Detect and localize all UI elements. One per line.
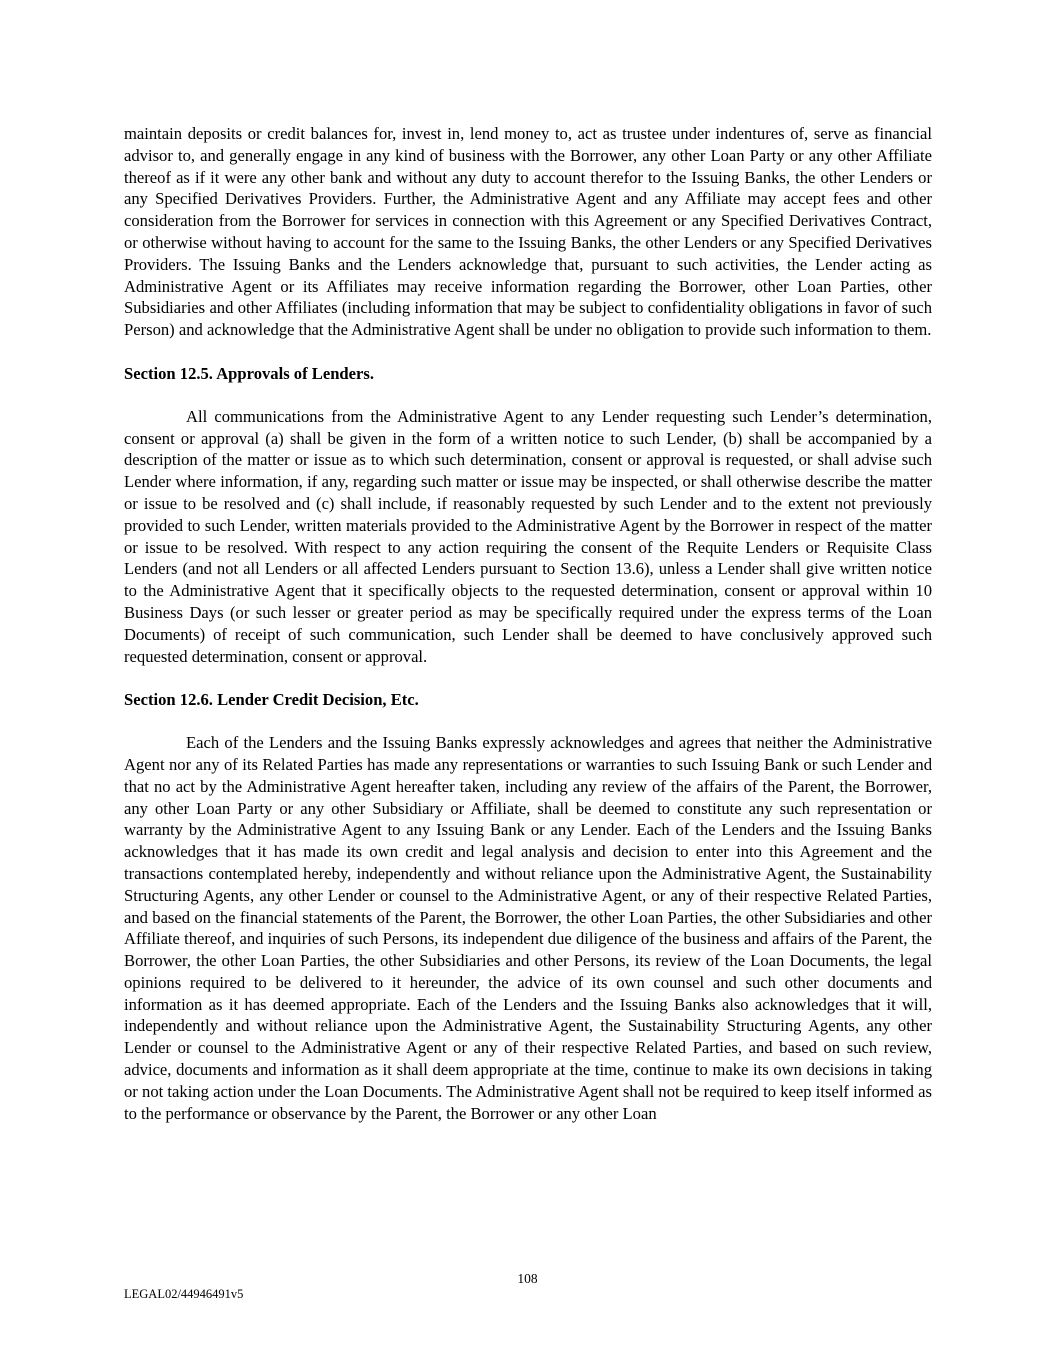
section-12-6-heading: Section 12.6. Lender Credit Decision, Etc.	[124, 690, 419, 710]
intro-paragraph: maintain deposits or credit balances for, invest in, lend money to, act as trustee under indentures of, serve as financial advisor to, and generally engage in any kind of business with the Borrower, any other Loan Party or any other Affiliate thereof as if it were any other bank and without any duty to account therefor to the Issuing Banks, the other Lenders or any Specified Derivatives Providers. Further, the Administrative Agent and any Affiliate may accept fees and other consideration from the Borrower for services in connection with this Agreement or any Specified Derivatives Contract, or otherwise without having to account for the same to the Issuing Banks, the other Lenders or any Specified Derivatives Providers. The Issuing Banks and the Lenders acknowledge that, pursuant to such activities, the Lender acting as Administrative Agent or its Affiliates may receive information regarding the Borrower, other Loan Parties, other Subsidiaries and other Affiliates (including information that may be subject to confidentiality obligations in favor of such Person) and acknowledge that the Administrative Agent shall be under no obligation to provide such information to them.	[124, 124, 932, 340]
section-12-5-paragraph: All communications from the Administrative Agent to any Lender requesting such Lender’s determination, consent or approval (a) shall be given in the form of a written notice to such Lender, (b) shall be accompanied by a description of the matter or issue as to which such determination, consent or approval is requested, or shall advise such Lender where information, if any, regarding such matter or issue may be inspected, or shall otherwise describe the matter or issue to be resolved and (c) shall include, if reasonably requested by such Lender and to the extent not previously provided to such Lender, written materials provided to the Administrative Agent by the Borrower in respect of the matter or issue to be resolved. With respect to any action requiring the consent of the Requite Lenders or Requisite Class Lenders (and not all Lenders or all affected Lenders pursuant to Section 13.6), unless a Lender shall give written notice to the Administrative Agent that it specifically objects to the requested determination, consent or approval within 10 Business Days (or such lesser or greater period as may be specifically required under the express terms of the Loan Documents) of receipt of such communication, such Lender shall be deemed to have conclusively approved such requested determination, consent or approval.	[124, 406, 932, 666]
page-number: 108	[517, 1271, 538, 1286]
section-12-6-paragraph: Each of the Lenders and the Issuing Banks expressly acknowledges and agrees that neither the Administrative Agent nor any of its Related Parties has made any representations or warranties to such Issuing Bank or such Lender and that no act by the Administrative Agent hereafter taken, including any review of the affairs of the Parent, the Borrower, any other Loan Party or any other Subsidiary or Affiliate, shall be deemed to constitute any such representation or warranty by the Administrative Agent to any Issuing Bank or any Lender. Each of the Lenders and the Issuing Banks acknowledges that it has made its own credit and legal analysis and decision to enter into this Agreement and the transactions contemplated hereby, independently and without reliance upon the Administrative Agent, the Sustainability Structuring Agents, any other Lender or counsel to the Administrative Agent, or any of their respective Related Parties, and based on the financial statements of the Parent, the Borrower, the other Loan Parties, the other Subsidiaries and other Affiliate thereof, and inquiries of such Persons, its independent due diligence of the business and affairs of the Parent, the Borrower, the other Loan Parties, the other Subsidiaries and other Persons, its review of the Loan Documents, the legal opinions required to be delivered to it hereunder, the advice of its own counsel and such other documents and information as it has deemed appropriate. Each of the Lenders and the Issuing Banks also acknowledges that it will, independently and without reliance upon the Administrative Agent, the Sustainability Structuring Agents, any other Lender or counsel to the Administrative Agent or any of their respective Related Parties, and based on such review, advice, documents and information as it shall deem appropriate at the time, continue to make its own decisions in taking or not taking action under the Loan Documents. The Administrative Agent shall not be required to keep itself informed as to the performance or observance by the Parent, the Borrower or any other Loan	[124, 733, 932, 1123]
document-id: LEGAL02/44946491v5	[124, 1287, 244, 1301]
document-page	[124, 123, 932, 1124]
section-12-5-heading: Section 12.5. Approvals of Lenders.	[124, 363, 374, 383]
